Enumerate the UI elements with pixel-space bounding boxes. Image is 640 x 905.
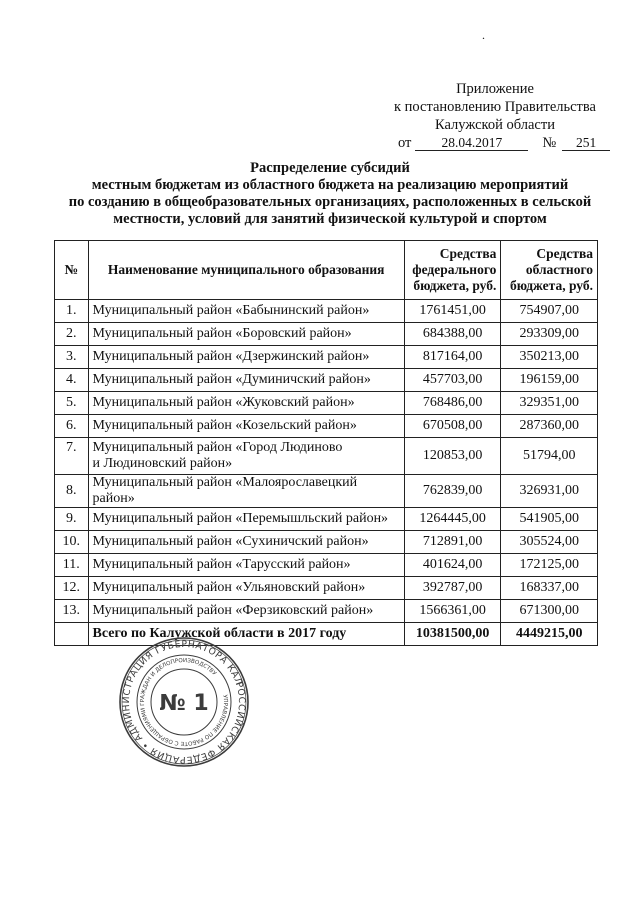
document-title (50, 160, 610, 228)
row-name: Муниципальный район «Сухиничский район» (88, 531, 404, 554)
appendix-reference: к постановлению Правительства (394, 99, 596, 115)
row-regional: 293309,00 (501, 323, 598, 346)
table-header-row (55, 241, 598, 300)
table-row (55, 577, 598, 600)
title-line-3: по созданию в общеобразовательных организациях, расположенных в сельской (68, 194, 592, 210)
title-line-4: местности, условий для занятий физической культурой и спортом (113, 211, 547, 227)
row-regional: 329351,00 (501, 392, 598, 415)
subsidy-table (54, 240, 598, 646)
row-regional: 671300,00 (501, 600, 598, 623)
row-number: 4. (55, 369, 89, 392)
row-number: 13. (55, 600, 89, 623)
table-row (55, 346, 598, 369)
row-name-line-2: и Людиновский район» (92, 456, 233, 471)
row-federal: 712891,00 (404, 531, 501, 554)
row-regional: 326931,00 (501, 475, 598, 508)
stamp-inner-text: УПРАВЛЕНИЕ ПО РАБОТЕ С ОБРАЩЕНИЯМИ ГРАЖДАН И ДЕЛОПРОИЗВОДСТВУ (139, 657, 229, 747)
table-row (55, 300, 598, 323)
header-federal: Средства федерального бюджета, руб. (404, 241, 501, 300)
total-regional: 4449215,00 (501, 623, 598, 646)
row-number: 1. (55, 300, 89, 323)
row-name: Муниципальный район «Бабынинский район» (88, 300, 404, 323)
appendix-title: Приложение (456, 81, 534, 97)
row-regional: 168337,00 (501, 577, 598, 600)
table-row (55, 508, 598, 531)
table-row (55, 531, 598, 554)
row-number: 7. (55, 438, 89, 475)
title-line-1: Распределение субсидий (250, 160, 410, 176)
row-number: 3. (55, 346, 89, 369)
row-number: 11. (55, 554, 89, 577)
number-label: № (542, 135, 557, 151)
header-regional: Средства областного бюджета, руб. (501, 241, 598, 300)
table-row (55, 438, 598, 475)
row-federal: 768486,00 (404, 392, 501, 415)
title-line-2: местным бюджетам из областного бюджета на реализацию мероприятий (91, 177, 569, 193)
row-name: Муниципальный район «Ферзиковский район» (88, 600, 404, 623)
row-regional: 172125,00 (501, 554, 598, 577)
appendix-block (380, 80, 610, 152)
row-federal: 457703,00 (404, 369, 501, 392)
row-name: Муниципальный район «Перемышльский район» (88, 508, 404, 531)
row-federal: 670508,00 (404, 415, 501, 438)
row-regional: 350213,00 (501, 346, 598, 369)
row-name: Муниципальный район «Козельский район» (88, 415, 404, 438)
table-row (55, 554, 598, 577)
stamp-outer-text: РОССИЙСКАЯ ФЕДЕРАЦИЯ • АДМИНИСТРАЦИЯ ГУБЕРНАТОРА КАЛУЖСКОЙ (120, 638, 248, 766)
row-number: 6. (55, 415, 89, 438)
row-name: Муниципальный район «Тарусский район» (88, 554, 404, 577)
official-stamp (118, 636, 250, 768)
decree-date: 28.04.2017 (415, 135, 528, 151)
decree-number: 251 (562, 135, 610, 151)
row-name: Муниципальный район «Ульяновский район» (88, 577, 404, 600)
table-row (55, 392, 598, 415)
stamp-number: № 1 (159, 691, 209, 716)
row-name-line-1: Муниципальный район «Город Людиново (92, 440, 343, 455)
row-federal: 120853,00 (404, 438, 501, 475)
row-name: Муниципальный район «Думиничский район» (88, 369, 404, 392)
row-federal: 684388,00 (404, 323, 501, 346)
table-row (55, 323, 598, 346)
row-federal: 762839,00 (404, 475, 501, 508)
total-number (55, 623, 89, 646)
row-regional: 541905,00 (501, 508, 598, 531)
row-regional: 287360,00 (501, 415, 598, 438)
row-regional: 196159,00 (501, 369, 598, 392)
appendix-region: Калужской области (435, 117, 555, 133)
decree-date-number (380, 134, 610, 152)
row-federal: 1566361,00 (404, 600, 501, 623)
total-federal: 10381500,00 (404, 623, 501, 646)
row-number: 8. (55, 475, 89, 508)
row-name: Муниципальный район «Малоярославецкий район» (88, 475, 404, 508)
row-name: Муниципальный район «Боровский район» (88, 323, 404, 346)
header-number: № (55, 241, 89, 300)
row-regional: 51794,00 (501, 438, 598, 475)
row-name: Муниципальный район «Жуковский район» (88, 392, 404, 415)
table-row (55, 369, 598, 392)
table-row (55, 415, 598, 438)
row-federal: 1264445,00 (404, 508, 501, 531)
row-number: 12. (55, 577, 89, 600)
table-row (55, 600, 598, 623)
from-label: от (398, 135, 412, 151)
page-dot: . (482, 28, 485, 42)
row-number: 10. (55, 531, 89, 554)
row-regional: 754907,00 (501, 300, 598, 323)
row-federal: 392787,00 (404, 577, 501, 600)
row-name: Муниципальный район «Дзержинский район» (88, 346, 404, 369)
row-number: 2. (55, 323, 89, 346)
header-name: Наименование муниципального образования (88, 241, 404, 300)
row-number: 9. (55, 508, 89, 531)
row-federal: 401624,00 (404, 554, 501, 577)
row-number: 5. (55, 392, 89, 415)
row-regional: 305524,00 (501, 531, 598, 554)
row-federal: 817164,00 (404, 346, 501, 369)
table-row (55, 475, 598, 508)
row-federal: 1761451,00 (404, 300, 501, 323)
row-name (88, 438, 404, 475)
total-label: Всего по Калужской области в 2017 году (88, 623, 404, 646)
